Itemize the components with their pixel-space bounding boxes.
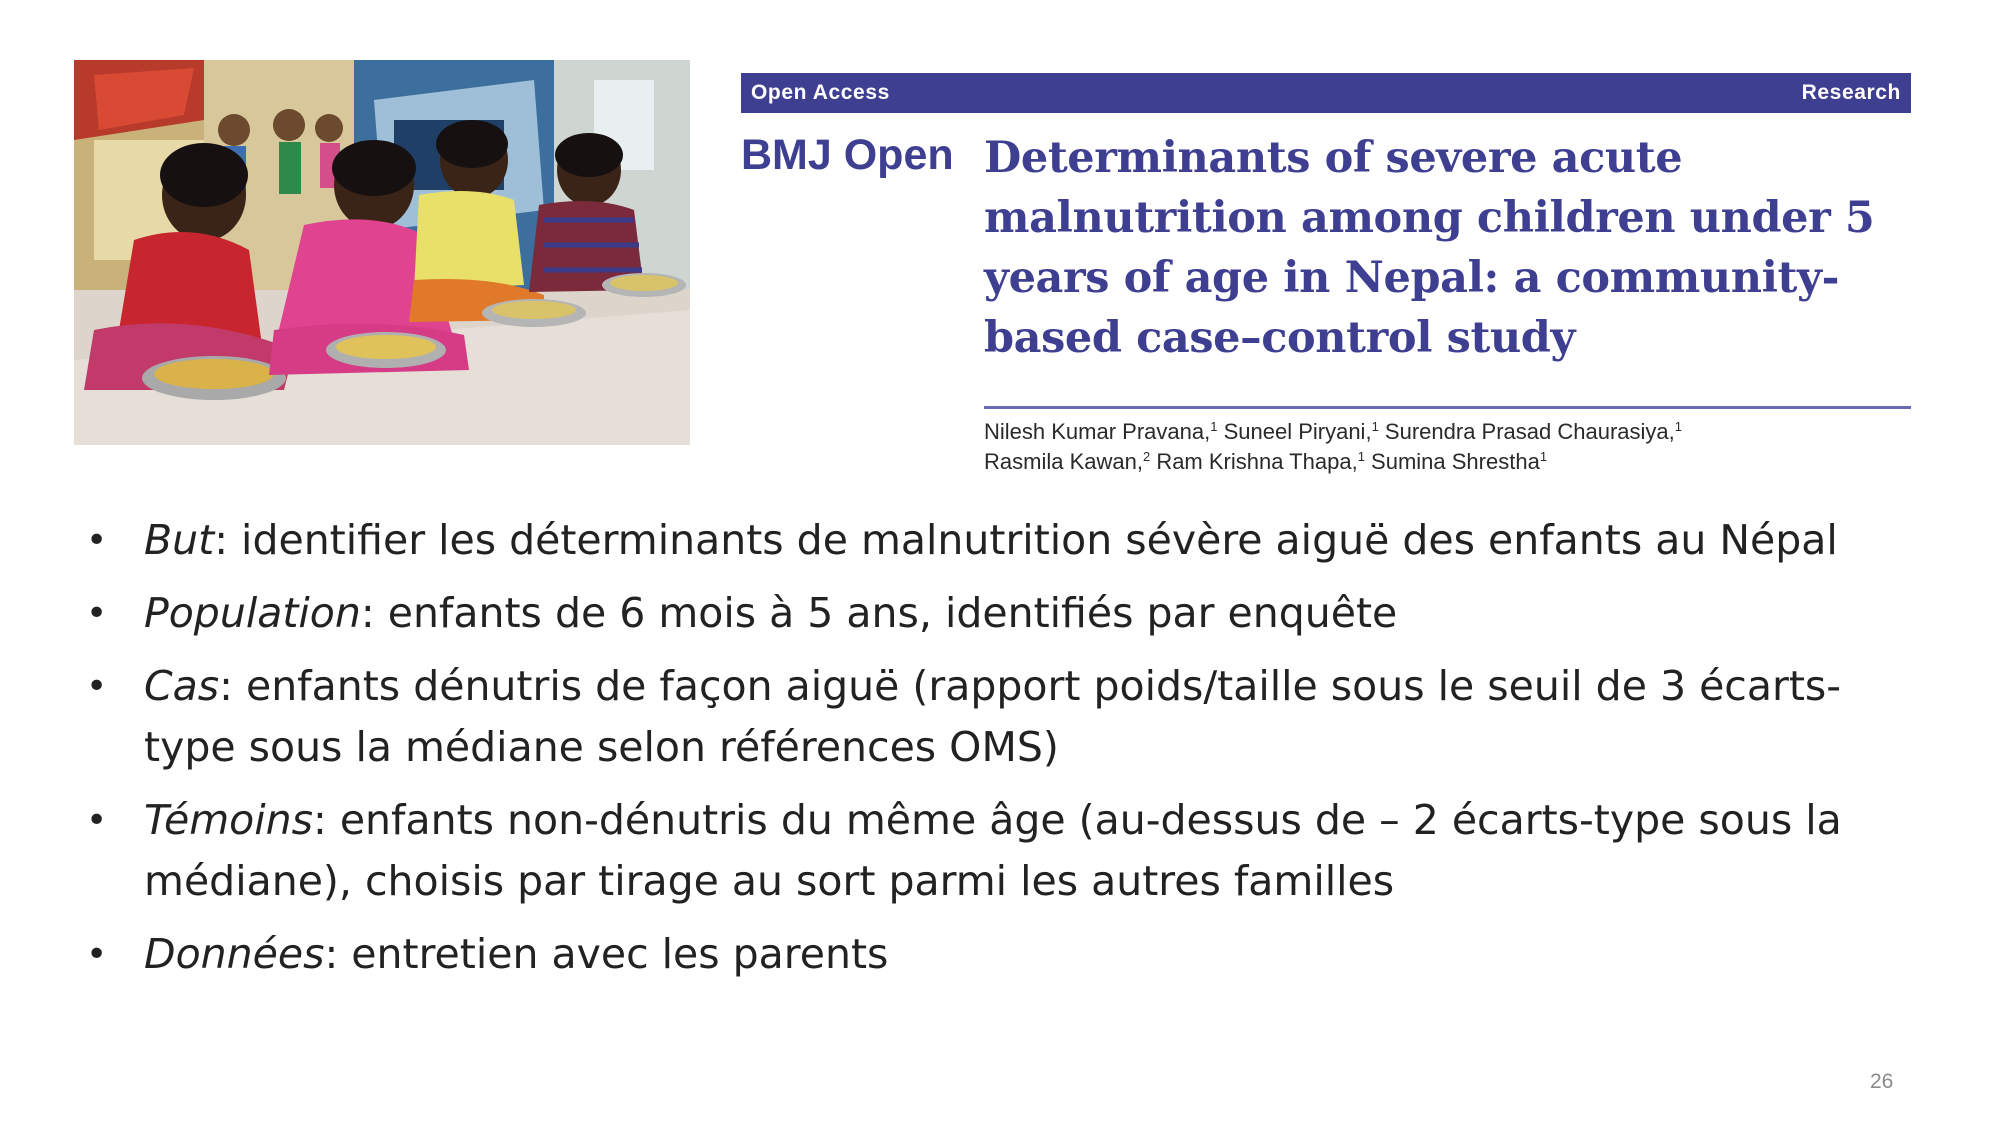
author-name: Rasmila Kawan, [984,449,1143,474]
author-affiliation: 1 [1371,419,1379,434]
bullet-text: : entretien avec les parents [324,930,889,978]
author-affiliation: 2 [1142,449,1151,464]
children-eating-photo [74,60,690,445]
bullet-item [82,656,1932,778]
bullet-term: Données [144,930,325,978]
author-name: Nilesh Kumar Pravana, [984,419,1211,444]
page-number: 26 [1870,1070,1894,1093]
bullet-item [82,790,1932,912]
bullet-term: Témoins [144,796,313,844]
bullet-text: : identifier les déterminants de malnutrition sévère aiguë des enfants au Népal [214,516,1838,564]
authors-line-1 [984,417,1911,447]
author-name: Ram Krishna Thapa, [1156,449,1358,474]
paper-title: Determinants of severe acute malnutrition among children under 5 years of age in Nepal: a community-based case–control study [984,133,1875,363]
bullet-item [82,583,1932,644]
author-name: Surendra Prasad Chaurasiya, [1384,419,1675,444]
bullet-marker: • [86,666,108,707]
author-name: Sumina Shrestha [1371,449,1540,474]
bullet-text: : enfants dénutris de façon aiguë (rapport poids/taille sous le seuil de 3 écarts-type sous la médiane selon références OMS) [144,662,1842,771]
bullet-marker: • [86,934,108,975]
paper-header [741,0,1911,480]
bullet-term: Population [144,589,361,637]
author-affiliation: 1 [1357,449,1365,464]
bullet-item [82,924,1932,985]
author-list [984,417,1911,477]
bullet-term: But [144,516,215,564]
bullet-marker: • [86,800,108,841]
bullet-term: Cas [144,662,220,710]
journal-name: BMJ Open [741,131,954,179]
authors-line-2 [984,447,1911,477]
open-access-label: Open Access [751,81,890,104]
author-affiliation: 1 [1674,419,1682,434]
author-name: Suneel Piryani, [1223,419,1372,444]
bullet-marker: • [86,520,108,561]
open-access-bar [741,73,1911,113]
bullet-text: : enfants non-dénutris du même âge (au-dessus de – 2 écarts-type sous la médiane), choisis par tirage au sort parmi les autres familles [144,796,1842,905]
summary-bullets [82,510,1932,997]
research-label: Research [1801,81,1901,104]
title-divider [984,406,1911,409]
author-affiliation: 1 [1210,419,1218,434]
author-affiliation: 1 [1539,449,1548,464]
bullet-text: : enfants de 6 mois à 5 ans, identifiés par enquête [360,589,1398,637]
bullet-marker: • [86,593,108,634]
bullet-item [82,510,1932,571]
